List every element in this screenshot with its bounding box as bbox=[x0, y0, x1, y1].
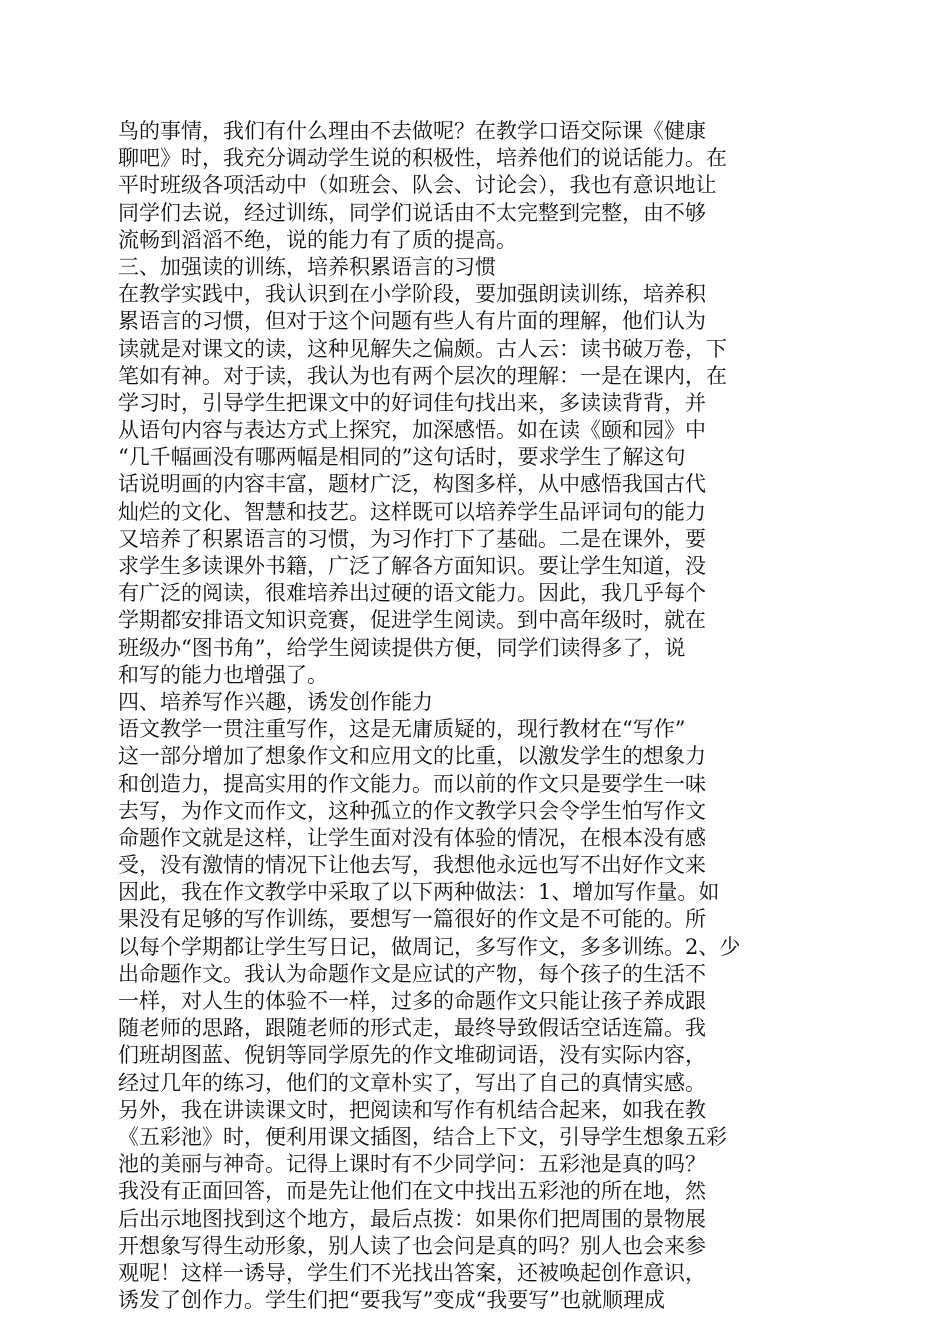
text-line: 以每个学期都让学生写日记，做周记，多写作文，多多训练。2、少 bbox=[118, 934, 741, 959]
text-line: 流畅到滔滔不绝，说的能力有了质的提高。 bbox=[118, 227, 517, 252]
text-line: 后出示地图找到这个地方，最后点拨：如果你们把周围的景物展 bbox=[118, 1206, 706, 1231]
text-line: 受，没有激情的情况下让他去写，我想他永远也写不出好作文来 bbox=[118, 853, 706, 878]
text-line: 诱发了创作力。学生们把“要我写”变成“我要写”也就顺理成 bbox=[118, 1288, 665, 1313]
text-line: 一样，对人生的体验不一样，过多的命题作文只能让孩子养成跟 bbox=[118, 989, 706, 1013]
text-line: 笔如有神。对于读，我认为也有两个层次的理解：一是在课内，在 bbox=[118, 363, 727, 388]
text-line: 读就是对课文的读，这种见解失之偏颇。古人云：读书破万卷，下 bbox=[118, 336, 727, 361]
text-line: 因此，我在作文教学中采取了以下两种做法：1、增加写作量。如 bbox=[118, 880, 720, 905]
text-line: 累语言的习惯，但对于这个问题有些人有片面的理解，他们认为 bbox=[118, 309, 706, 334]
text-line: 学期都安排语文知识竞赛，促进学生阅读。到中高年级时，就在 bbox=[118, 608, 706, 633]
text-line: 又培养了积累语言的习惯，为习作打下了基础。二是在课外，要 bbox=[118, 526, 706, 551]
text-line: 开想象写得生动形象，别人读了也会问是真的吗？别人也会来参 bbox=[118, 1233, 706, 1258]
text-line: 有广泛的阅读，很难培养出过硬的语文能力。因此，我几乎每个 bbox=[118, 581, 706, 606]
document-body bbox=[118, 118, 818, 1314]
section-heading: 三、加强读的训练，培养积累语言的习惯 bbox=[118, 254, 496, 279]
text-line: 观呢！这样一诱导，学生们不光找出答案，还被唤起创作意识， bbox=[118, 1260, 706, 1285]
text-line: 鸟的事情，我们有什么理由不去做呢？在教学口语交际课《健康 bbox=[118, 119, 706, 143]
text-line: 《五彩池》时，便利用课文插图，结合上下文，引导学生想象五彩 bbox=[118, 1124, 727, 1149]
text-line: 同学们去说，经过训练，同学们说话由不太完整到完整，由不够 bbox=[118, 200, 706, 225]
text-line: 在教学实践中，我认识到在小学阶段，要加强朗读训练，培养积 bbox=[118, 282, 706, 307]
text-line: 出命题作文。我认为命题作文是应试的产物，每个孩子的生活不 bbox=[118, 961, 706, 986]
text-line: 和写的能力也增强了。 bbox=[118, 662, 328, 687]
text-line: 从语句内容与表达方式上探究，加深感悟。如在读《颐和园》中 bbox=[118, 418, 706, 443]
text-line: 果没有足够的写作训练，要想写一篇很好的作文是不可能的。所 bbox=[118, 907, 706, 932]
text-line: 命题作文就是这样，让学生面对没有体验的情况，在根本没有感 bbox=[118, 825, 706, 850]
text-line: 求学生多读课外书籍，广泛了解各方面知识。要让学生知道，没 bbox=[118, 554, 706, 578]
text-line: 灿烂的文化、智慧和技艺。这样既可以培养学生品评词句的能力 bbox=[118, 499, 706, 524]
section-heading: 四、培养写作兴趣，诱发创作能力 bbox=[118, 689, 433, 714]
text-line: 随老师的思路，跟随老师的形式走，最终导致假话空话连篇。我 bbox=[118, 1016, 706, 1041]
text-line: 经过几年的练习，他们的文章朴实了，写出了自己的真情实感。 bbox=[118, 1070, 706, 1095]
text-line: 语文教学一贯注重写作，这是无庸质疑的，现行教材在“写作” bbox=[118, 717, 686, 742]
text-line: 话说明画的内容丰富，题材广泛，构图多样，从中感悟我国古代 bbox=[118, 472, 706, 497]
text-line: 去写，为作文而作文，这种孤立的作文教学只会令学生怕写作文 bbox=[118, 798, 706, 823]
text-line: 池的美丽与神奇。记得上课时有不少同学问：五彩池是真的吗？ bbox=[118, 1152, 706, 1177]
text-line: 这一部分增加了想象作文和应用文的比重，以激发学生的想象力 bbox=[118, 744, 706, 769]
text-line: 和创造力，提高实用的作文能力。而以前的作文只是要学生一味 bbox=[118, 771, 706, 796]
text-line: 另外，我在讲读课文时，把阅读和写作有机结合起来，如我在教 bbox=[118, 1097, 706, 1122]
text-line: 我没有正面回答，而是先让他们在文中找出五彩池的所在地，然 bbox=[118, 1179, 706, 1204]
text-line: 平时班级各项活动中（如班会、队会、讨论会），我也有意识地让 bbox=[118, 173, 717, 198]
text-line: 们班胡图蓝、倪钥等同学原先的作文堆砌词语，没有实际内容， bbox=[118, 1043, 706, 1068]
text-line: “几千幅画没有哪两幅是相同的”这句话时，要求学生了解这句 bbox=[118, 445, 686, 470]
text-line: 学习时，引导学生把课文中的好词佳句找出来，多读读背背，并 bbox=[118, 390, 706, 415]
text-line: 聊吧》时，我充分调动学生说的积极性，培养他们的说话能力。在 bbox=[118, 146, 727, 171]
text-line: 班级办“图书角”，给学生阅读提供方便，同学们读得多了，说 bbox=[118, 635, 686, 660]
